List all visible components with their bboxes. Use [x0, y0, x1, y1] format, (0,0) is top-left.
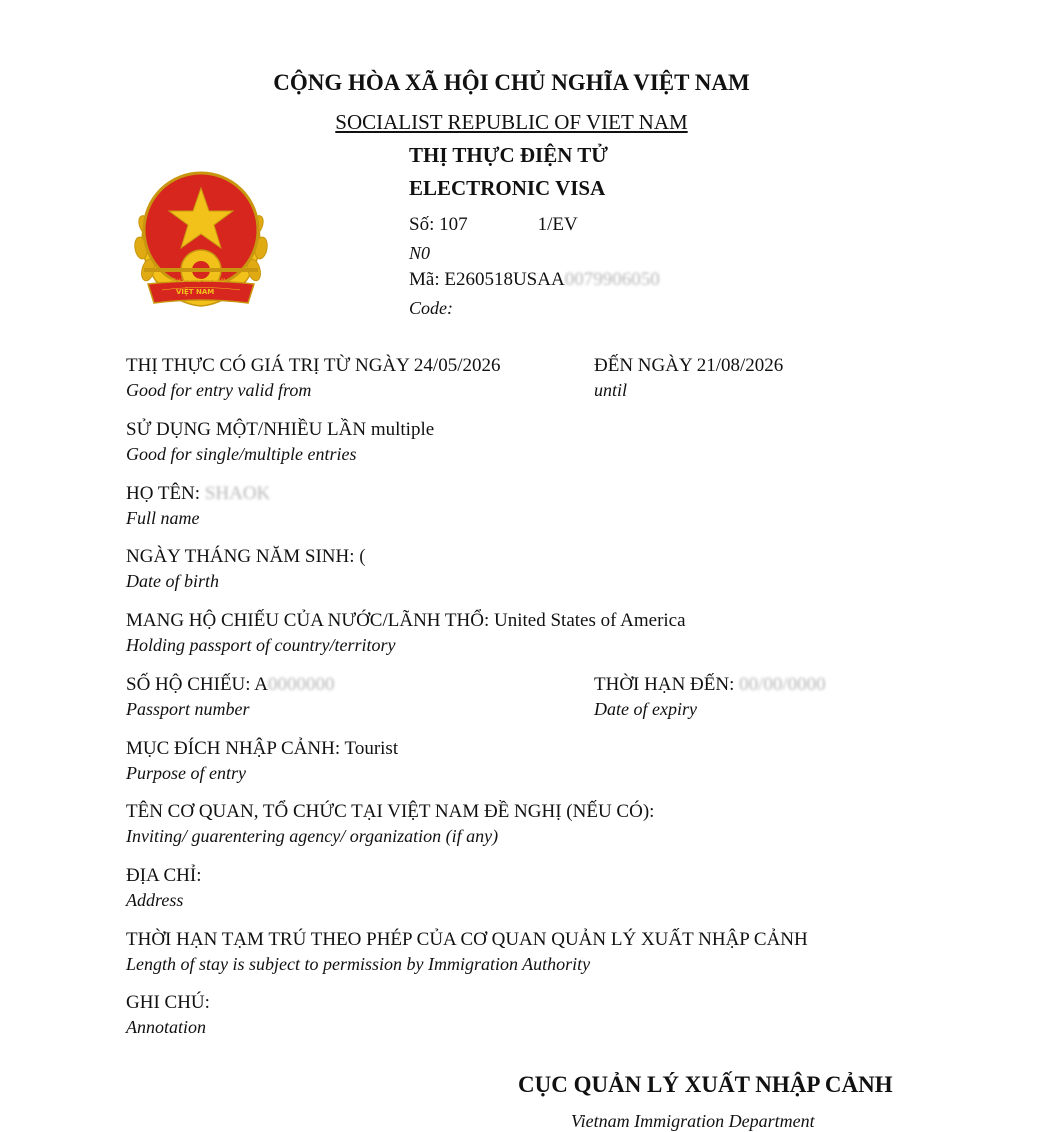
passport-expiry-label: THỜI HẠN ĐẾN:	[594, 674, 735, 695]
valid-from-label-en: Good for entry valid from	[126, 380, 312, 400]
dob-redaction: (	[359, 546, 366, 567]
visa-number-label-en: N0	[409, 243, 431, 263]
purpose-label: MỤC ĐÍCH NHẬP CẢNH:	[126, 738, 341, 759]
nationality-label-en: Holding passport of country/territory	[126, 635, 396, 655]
issuing-authority-en: Vietnam Immigration Department	[571, 1111, 815, 1131]
valid-from-value: 24/05/2026	[413, 355, 501, 376]
full-name-label: HỌ TÊN:	[126, 483, 201, 504]
visa-code	[409, 269, 660, 291]
passport-number-label: SỐ HỘ CHIẾU:	[126, 674, 251, 695]
nationality-line	[126, 610, 686, 632]
valid-until-label: ĐẾN NGÀY	[594, 355, 692, 376]
visa-number-value-start: 107	[439, 214, 468, 235]
valid-from-label: THỊ THỰC CÓ GIÁ TRỊ TỪ NGÀY	[126, 355, 410, 376]
visa-code-redaction: 0079906050	[564, 269, 660, 290]
annotation-label-en: Annotation	[126, 1017, 206, 1037]
full-name-line	[126, 483, 420, 505]
issuing-authority-vi: CỤC QUẢN LÝ XUẤT NHẬP CẢNH	[518, 1072, 893, 1097]
agency-label-en: Inviting/ guarentering agency/ organization (if any)	[126, 826, 499, 846]
nationality-label: MANG HỘ CHIẾU CỦA NƯỚC/LÃNH THỔ:	[126, 610, 490, 631]
purpose-line	[126, 738, 398, 760]
address-label: ĐỊA CHỈ:	[126, 865, 202, 886]
entries-line	[126, 419, 434, 441]
passport-number-label-en: Passport number	[126, 699, 250, 719]
country-title-en: SOCIALIST REPUBLIC OF VIET NAM	[335, 110, 688, 134]
visa-number-label: Số:	[409, 214, 435, 235]
visa-number-redaction	[468, 214, 538, 236]
passport-number-value: A	[254, 674, 268, 695]
national-emblem-icon	[126, 166, 276, 316]
entries-label: SỬ DỤNG MỘT/NHIỀU LẦN	[126, 419, 367, 440]
length-of-stay-label-en: Length of stay is subject to permission by Immigration Authority	[126, 954, 591, 974]
visa-code-label-en: Code:	[409, 298, 453, 318]
full-name-redaction: SHAOK	[204, 483, 271, 504]
emblem-ribbon-text: VIỆT NAM	[176, 288, 215, 296]
dob-line	[126, 546, 366, 568]
valid-until-line	[594, 355, 783, 377]
passport-expiry-redaction: 00/00/0000	[739, 674, 826, 695]
purpose-value: Tourist	[344, 738, 399, 759]
visa-code-label: Mã:	[409, 269, 440, 290]
valid-from-line	[126, 355, 500, 377]
passport-expiry-label-en: Date of expiry	[594, 699, 697, 719]
entries-label-en: Good for single/multiple entries	[126, 444, 357, 464]
annotation-label: GHI CHÚ:	[126, 992, 210, 1013]
doc-title-en: ELECTRONIC VISA	[409, 176, 606, 200]
dob-label: NGÀY THÁNG NĂM SINH:	[126, 546, 355, 567]
visa-number-value-end: 1/EV	[537, 214, 578, 235]
emblem-text: CỘNG HÒA XÃ HỘI CHỦ NGHĨA	[164, 278, 226, 283]
visa-number	[409, 214, 578, 236]
entries-value: multiple	[370, 419, 435, 440]
country-title-vi: CỘNG HÒA XÃ HỘI CHỦ NGHĨA VIỆT NAM	[273, 70, 750, 95]
doc-title-vi: THỊ THỰC ĐIỆN TỬ	[409, 143, 608, 167]
nationality-value: United States of America	[494, 610, 686, 631]
passport-number-line	[126, 674, 335, 696]
full-name-label-en: Full name	[126, 508, 200, 528]
visa-code-value: E260518USAA	[444, 269, 565, 290]
purpose-label-en: Purpose of entry	[126, 763, 246, 783]
passport-number-redaction: 0000000	[268, 674, 335, 695]
valid-until-label-en: until	[594, 380, 628, 400]
full-name-redaction-block	[270, 483, 420, 505]
dob-label-en: Date of birth	[126, 571, 219, 591]
address-label-en: Address	[126, 890, 184, 910]
length-of-stay-label: THỜI HẠN TẠM TRÚ THEO PHÉP CỦA CƠ QUAN QUẢN LÝ XUẤT NHẬP CẢNH	[126, 929, 808, 950]
passport-expiry-line	[594, 674, 826, 696]
agency-label: TÊN CƠ QUAN, TỔ CHỨC TẠI VIỆT NAM ĐỀ NGHỊ (NẾU CÓ):	[126, 801, 655, 822]
valid-until-value: 21/08/2026	[696, 355, 784, 376]
